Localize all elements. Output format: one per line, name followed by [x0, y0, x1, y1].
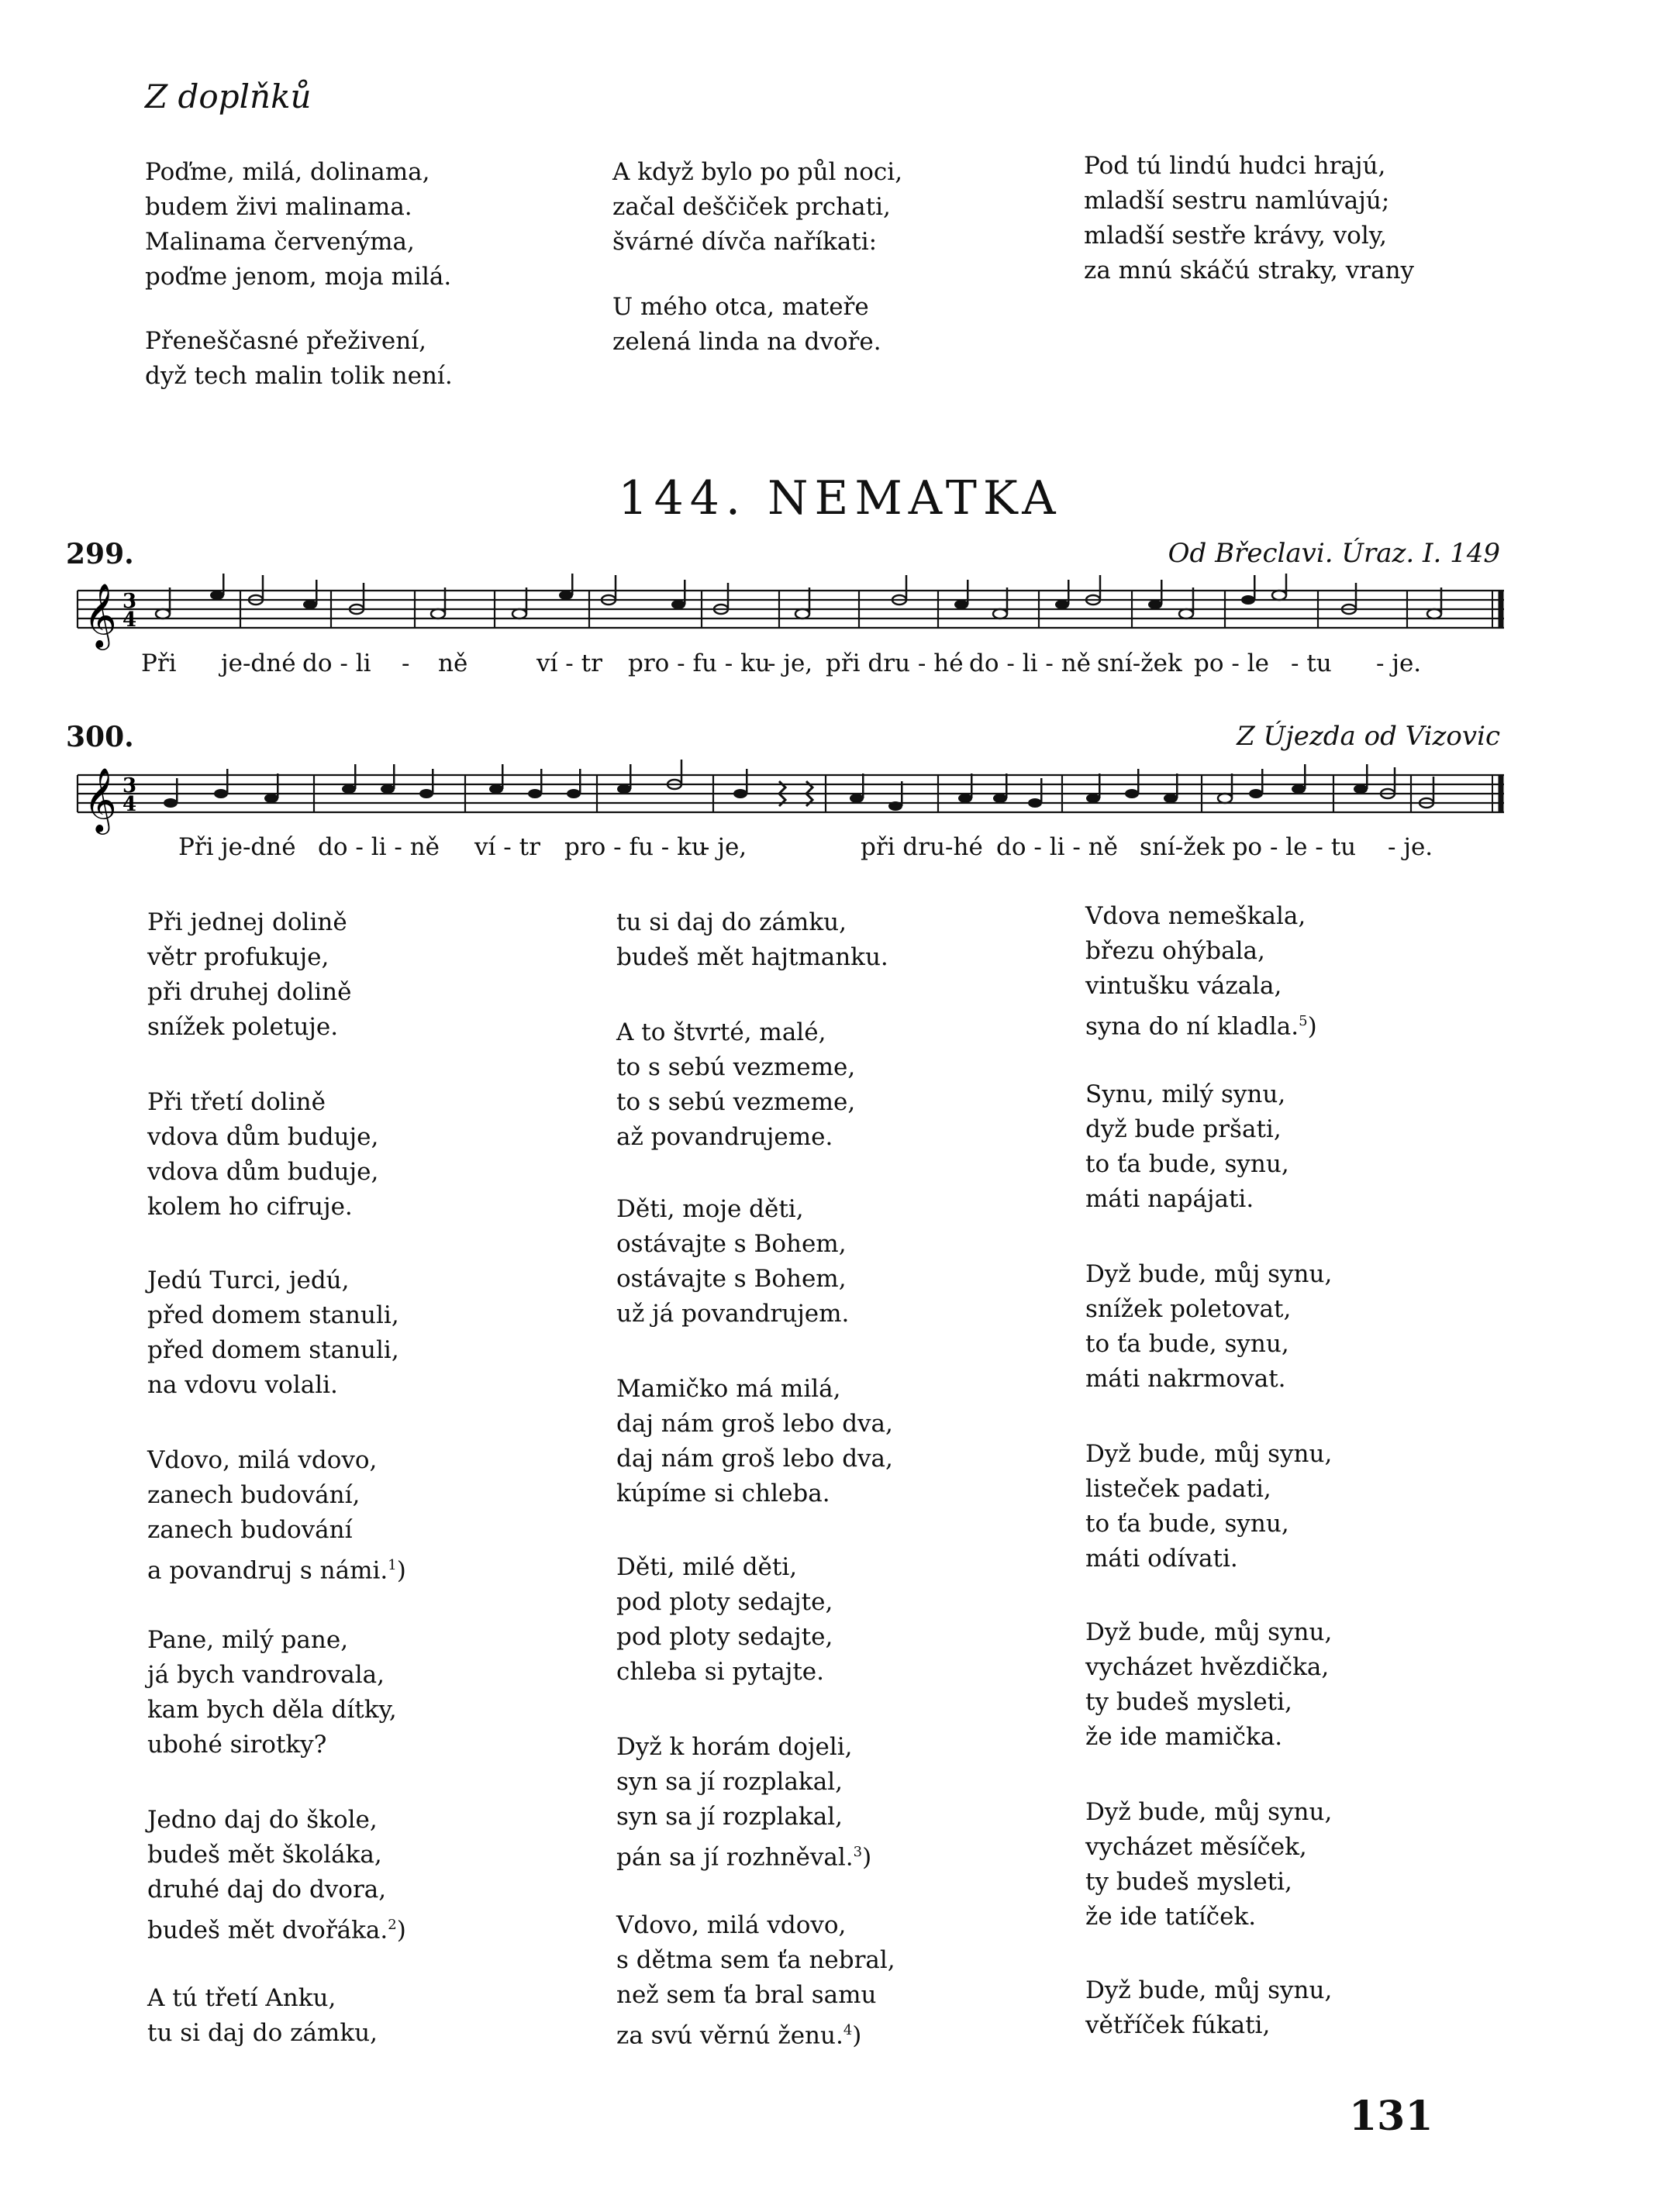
verse-line: snížek poletuje.: [147, 1013, 339, 1041]
lyric-300-4: ví - tr: [474, 833, 540, 861]
verse-line: Malinama červenýma,: [145, 228, 415, 256]
svg-text:3: 3: [122, 590, 137, 613]
supplement-col1-stanza-2: [145, 324, 453, 394]
song-title: 144. NEMATKA: [618, 471, 1062, 525]
verse-line: začal deščiček prchati,: [612, 193, 891, 221]
footnote-ref: 4: [843, 2022, 853, 2038]
lyric-299-9: při dru - hé: [826, 649, 964, 677]
verse-line: na vdovu volali.: [147, 1371, 338, 1399]
verse-line: máti nakrmovat.: [1085, 1365, 1286, 1393]
lyric-300-7: při dru-hé: [861, 833, 983, 861]
verse-line: větříček fúkati,: [1085, 2011, 1271, 2039]
col1-stanza-1: [147, 905, 352, 1045]
col3-stanza-6: [1085, 1795, 1332, 1935]
lyric-300-6: - je,: [702, 833, 747, 861]
page-number: 131: [1349, 2093, 1433, 2140]
verse-line: já bych vandrovala,: [147, 1661, 385, 1689]
verse-line: syn sa jí rozplakal,: [616, 1768, 843, 1796]
col1-stanza-6: [147, 1803, 406, 1948]
verse-line: daj nám groš lebo dva,: [616, 1410, 893, 1438]
lyric-300-8: do - li - ně: [996, 833, 1119, 861]
verse-line: pod ploty sedajte,: [616, 1588, 833, 1616]
verse-line: kolem ho cifruje.: [147, 1193, 353, 1221]
verse-line: březu ohýbala,: [1085, 937, 1265, 965]
verse-line: ostávajte s Bohem,: [616, 1265, 847, 1293]
svg-text:3: 3: [122, 774, 137, 798]
lyric-299-4: -: [402, 649, 410, 677]
col3-stanza-3: [1085, 1257, 1332, 1397]
lyric-299-2: je-dné: [221, 649, 296, 677]
verse-line: Děti, moje děti,: [616, 1195, 804, 1223]
lyric-300-5: pro - fu - ku: [564, 833, 707, 861]
verse-line: [616, 2013, 895, 2053]
col2-stanza-1: [616, 905, 888, 975]
col1-stanza-7: [147, 1981, 378, 2051]
lyric-300-9: sní-žek po - le - tu: [1140, 833, 1357, 861]
verse-line: listeček padati,: [1085, 1475, 1271, 1503]
footnote-paren: ): [852, 2021, 862, 2050]
verse-text: pán sa jí rozhněval.: [616, 1843, 854, 1872]
verse-line: až povandrujeme.: [616, 1123, 833, 1151]
lyric-300-2: je-dné: [221, 833, 296, 861]
verse-line: švárné dívča naříkati:: [612, 228, 878, 256]
verse-line: Vdova nemeškala,: [1085, 902, 1306, 930]
footnote-paren: ): [862, 1843, 872, 1872]
verse-line: dyž tech malin tolik není.: [145, 362, 453, 390]
lyric-299-1: Při: [141, 649, 177, 677]
verse-line: Při jednej dolině: [147, 908, 347, 936]
verse-text: a povandruj s námi.: [147, 1556, 388, 1585]
verse-line: Děti, milé děti,: [616, 1553, 798, 1581]
verse-line: to ťa bude, synu,: [1085, 1150, 1289, 1178]
footnote-ref: 1: [388, 1557, 397, 1573]
verse-line: Dyž bude, můj synu,: [1085, 1618, 1333, 1646]
lyric-299-13: - tu: [1291, 649, 1332, 677]
verse-line: za mnú skáčú straky, vrany: [1084, 257, 1415, 284]
verse-line: vycházet měsíček,: [1085, 1833, 1307, 1861]
supplement-heading: Z doplňků: [145, 78, 312, 115]
verse-line: kam bych děla dítky,: [147, 1696, 397, 1724]
verse-line: větr profukuje,: [147, 943, 329, 971]
verse-line: ostávajte s Bohem,: [616, 1230, 847, 1258]
verse-line: vdova dům buduje,: [147, 1158, 379, 1186]
verse-line: Dyž bude, můj synu,: [1085, 1440, 1333, 1468]
svg-text:4: 4: [122, 608, 137, 632]
footnote-ref: 3: [853, 1844, 863, 1860]
verse-text: za svú věrnú ženu.: [616, 2021, 843, 2050]
verse-line: Jedno daj do škole,: [147, 1806, 378, 1834]
lyric-299-8: - je,: [768, 649, 813, 677]
verse-line: Poďme, milá, dolinama,: [145, 158, 430, 186]
verse-line: Vdovo, milá vdovo,: [147, 1446, 378, 1474]
verse-line: při druhej dolině: [147, 978, 352, 1006]
verse-text: budeš mět dvořáka.: [147, 1916, 388, 1945]
verse-line: snížek poletovat,: [1085, 1295, 1292, 1323]
verse-line: kúpíme si chleba.: [616, 1480, 830, 1507]
verse-line: [616, 1835, 871, 1875]
col1-stanza-4: [147, 1443, 406, 1588]
footnote-paren: ): [396, 1916, 406, 1945]
verse-line: [147, 1907, 406, 1948]
footnote-ref: 2: [388, 1917, 397, 1933]
svg-text:4: 4: [122, 793, 137, 816]
verse-line: Mamičko má milá,: [616, 1375, 841, 1403]
supplement-col2-stanza-1: [612, 155, 902, 260]
verse-line: zelená linda na dvoře.: [612, 328, 881, 356]
verse-line: poďme jenom, moja milá.: [145, 263, 452, 291]
col1-stanza-3: [147, 1263, 399, 1403]
col3-stanza-4: [1085, 1437, 1332, 1576]
verse-line: s dětma sem ťa nebral,: [616, 1946, 895, 1974]
lyric-299-7: pro - fu - ku: [628, 649, 771, 677]
lyric-299-12: po - le: [1194, 649, 1269, 677]
supplement-col3-stanza-1: [1084, 149, 1414, 288]
melody-source: Od Břeclavi. Úraz. I. 149: [1168, 538, 1500, 569]
verse-line: A to štvrté, malé,: [616, 1018, 826, 1046]
lyric-300-10: - je.: [1388, 833, 1433, 861]
col2-stanza-7: [616, 1908, 895, 2053]
verse-line: před domem stanuli,: [147, 1301, 399, 1329]
verse-line: před domem stanuli,: [147, 1336, 399, 1364]
verse-line: budeš mět hajtmanku.: [616, 943, 888, 971]
verse-line: Pod tú lindú hudci hrajú,: [1084, 152, 1386, 180]
verse-line: druhé daj do dvora,: [147, 1876, 387, 1904]
svg-text:𝄞: 𝄞: [84, 767, 117, 832]
verse-text: syna do ní kladla.: [1085, 1012, 1299, 1041]
verse-line: Pane, milý pane,: [147, 1626, 349, 1654]
lyric-299-5: ně: [438, 649, 468, 677]
col2-stanza-3: [616, 1192, 849, 1332]
verse-line: syn sa jí rozplakal,: [616, 1803, 843, 1831]
verse-line: daj nám groš lebo dva,: [616, 1445, 893, 1473]
verse-line: než sem ťa bral samu: [616, 1981, 877, 2009]
verse-line: Vdovo, milá vdovo,: [616, 1911, 847, 1939]
col2-stanza-2: [616, 1015, 855, 1155]
col2-stanza-5: [616, 1550, 833, 1690]
col3-stanza-2: [1085, 1077, 1289, 1217]
verse-line: budem živi malinama.: [145, 193, 412, 221]
verse-line: A když bylo po půl noci,: [612, 158, 903, 186]
col2-stanza-4: [616, 1372, 893, 1511]
verse-line: [1085, 1004, 1317, 1044]
verse-line: Jedú Turci, jedú,: [147, 1266, 350, 1294]
verse-line: máti odívati.: [1085, 1545, 1238, 1573]
verse-line: vycházet hvězdička,: [1085, 1653, 1330, 1681]
verse-line: Dyž k horám dojeli,: [616, 1733, 853, 1761]
supplement-col1-stanza-1: [145, 155, 451, 295]
verse-line: U mého otca, mateře: [612, 293, 869, 321]
lyric-300-1: Při: [178, 833, 214, 861]
lyric-299-6: ví - tr: [536, 649, 602, 677]
verse-line: vintušku vázala,: [1085, 972, 1282, 1000]
lyric-300-3: do - li - ně: [318, 833, 440, 861]
verse-line: budeš mět školáka,: [147, 1841, 382, 1869]
verse-line: Dyž bude, můj synu,: [1085, 1798, 1333, 1826]
supplement-col2-stanza-2: [612, 290, 881, 360]
verse-line: to ťa bude, synu,: [1085, 1330, 1289, 1358]
verse-line: Při třetí dolině: [147, 1088, 326, 1116]
verse-line: to s sebú vezmeme,: [616, 1088, 856, 1116]
verse-line: tu si daj do zámku,: [147, 2019, 378, 2047]
lyric-299-14: - je.: [1376, 649, 1422, 677]
verse-line: ubohé sirotky?: [147, 1731, 327, 1759]
svg-text:𝄞: 𝄞: [84, 582, 117, 647]
verse-line: mladší sestře krávy, voly,: [1084, 222, 1387, 250]
verse-line: mladší sestru namlúvajú;: [1084, 187, 1390, 215]
col3-stanza-7: [1085, 1973, 1332, 2043]
melody-source: Z Újezda od Vizovic: [1237, 721, 1500, 752]
col1-stanza-2: [147, 1085, 378, 1225]
melody-number: 300.: [66, 721, 134, 753]
verse-line: ty budeš mysleti,: [1085, 1688, 1292, 1716]
verse-line: máti napájati.: [1085, 1185, 1254, 1213]
verse-line: tu si daj do zámku,: [616, 908, 847, 936]
verse-line: [147, 1548, 406, 1588]
verse-line: vdova dům buduje,: [147, 1123, 379, 1151]
verse-line: to s sebú vezmeme,: [616, 1053, 856, 1081]
verse-line: A tú třetí Anku,: [147, 1984, 336, 2012]
verse-line: už já povandrujem.: [616, 1300, 850, 1328]
verse-line: že ide tatíček.: [1085, 1903, 1257, 1931]
footnote-paren: ): [396, 1556, 406, 1585]
footnote-paren: ): [1307, 1012, 1317, 1041]
col1-stanza-5: [147, 1623, 397, 1762]
lyric-299-3: do - li: [302, 649, 371, 677]
verse-line: Dyž bude, můj synu,: [1085, 1260, 1333, 1288]
col3-stanza-5: [1085, 1615, 1332, 1755]
verse-line: pod ploty sedajte,: [616, 1623, 833, 1651]
verse-line: Synu, milý synu,: [1085, 1080, 1286, 1108]
lyric-299-10: do - li - ně: [969, 649, 1092, 677]
verse-line: zanech budování,: [147, 1481, 360, 1509]
verse-line: Dyž bude, můj synu,: [1085, 1976, 1333, 2004]
verse-line: zanech budování: [147, 1516, 353, 1544]
footnote-ref: 5: [1299, 1013, 1308, 1029]
verse-line: to ťa bude, synu,: [1085, 1510, 1289, 1538]
verse-line: že ide mamička.: [1085, 1723, 1283, 1751]
melody-number: 299.: [66, 538, 134, 570]
verse-line: chleba si pytajte.: [616, 1658, 825, 1686]
lyric-299-11: sní-žek: [1097, 649, 1182, 677]
verse-line: Přeneščasné přeživení,: [145, 327, 427, 355]
verse-line: ty budeš mysleti,: [1085, 1868, 1292, 1896]
verse-line: dyž bude pršati,: [1085, 1115, 1282, 1143]
col3-stanza-1: [1085, 899, 1317, 1044]
col2-stanza-6: [616, 1730, 871, 1875]
